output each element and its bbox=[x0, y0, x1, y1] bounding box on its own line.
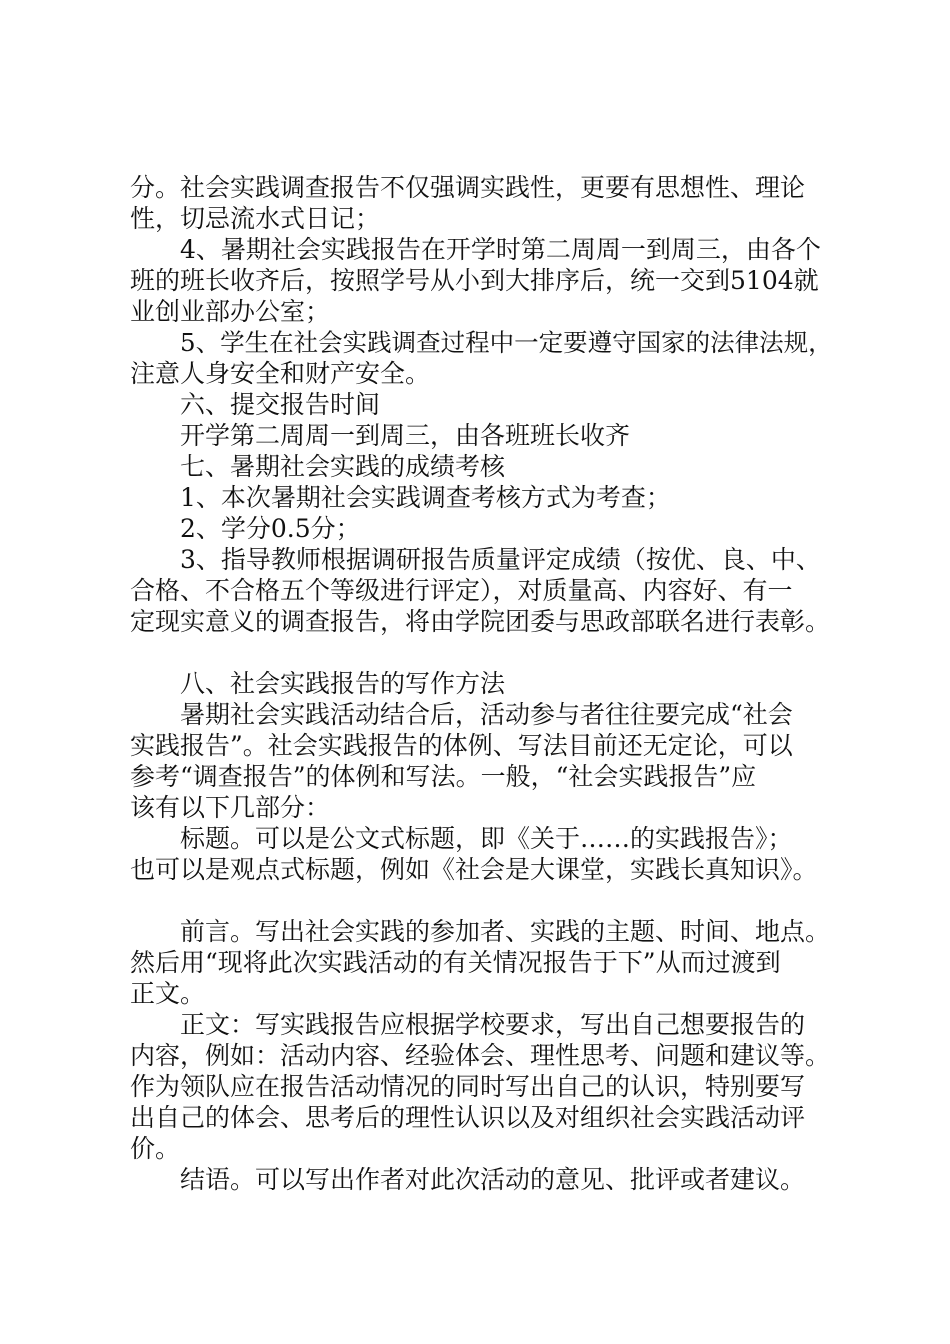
section-heading-8: 八、社会实践报告的写作方法 bbox=[180, 669, 506, 698]
list-item-4: 4、暑期社会实践报告在开学时第二周周一到周三，由各个 bbox=[180, 235, 821, 264]
paragraph-line: 内容，例如：活动内容、经验体会、理性思考、问题和建议等。 bbox=[130, 1041, 831, 1070]
paragraph-line: 业创业部办公室； bbox=[130, 297, 331, 326]
document-body bbox=[130, 172, 835, 1195]
paragraph-line: 前言。写出社会实践的参加者、实践的主题、时间、地点。 bbox=[180, 917, 831, 946]
paragraph-line: 也可以是观点式标题，例如《社会是大课堂，实践长真知识》。 bbox=[130, 855, 818, 884]
paragraph-line: 出自己的体会、思考后的理性认识以及对组织社会实践活动评 bbox=[130, 1103, 806, 1132]
list-item-2: 2、学分0.5分； bbox=[180, 514, 361, 543]
paragraph-line: 结语。可以写出作者对此次活动的意见、批评或者建议。 bbox=[180, 1165, 806, 1194]
paragraph-line: 合格、不合格五个等级进行评定），对质量高、内容好、有一 bbox=[130, 576, 793, 605]
paragraph-line: 标题。可以是公文式标题，即《关于……的实践报告》； bbox=[180, 824, 793, 853]
section-heading-6: 六、提交报告时间 bbox=[180, 390, 381, 419]
paragraph-line: 班的班长收齐后，按照学号从小到大排序后，统一交到5104就 bbox=[130, 266, 819, 295]
paragraph-line: 分。社会实践调查报告不仅强调实践性，更要有思想性、理论 bbox=[130, 173, 806, 202]
paragraph-line: 然后用“现将此次实践活动的有关情况报告于下”从而过渡到 bbox=[130, 948, 781, 977]
paragraph-line: 价。 bbox=[130, 1134, 181, 1163]
paragraph-line: 实践报告”。社会实践报告的体例、写法目前还无定论，可以 bbox=[130, 731, 793, 760]
blank-line bbox=[130, 885, 835, 916]
paragraph-line: 开学第二周周一到周三，由各班班长收齐 bbox=[180, 421, 631, 450]
section-heading-7: 七、暑期社会实践的成绩考核 bbox=[180, 452, 506, 481]
paragraph-line: 暑期社会实践活动结合后，活动参与者往往要完成“社会 bbox=[180, 700, 793, 729]
paragraph-line: 正文：写实践报告应根据学校要求，写出自己想要报告的 bbox=[180, 1010, 806, 1039]
paragraph-line: 作为领队应在报告活动情况的同时写出自己的认识，特别要写 bbox=[130, 1072, 806, 1101]
paragraph-line: 定现实意义的调查报告，将由学院团委与思政部联名进行表彰。 bbox=[130, 607, 831, 636]
paragraph-line: 该有以下几部分： bbox=[130, 793, 331, 822]
list-item-1: 1、本次暑期社会实践调查考核方式为考查； bbox=[180, 483, 671, 512]
paragraph-line: 注意人身安全和财产安全。 bbox=[130, 359, 431, 388]
paragraph-line: 性，切忌流水式日记； bbox=[130, 204, 381, 233]
paragraph-line: 正文。 bbox=[130, 979, 206, 1008]
paragraph-line: 参考“调查报告”的体例和写法。一般，“社会实践报告”应 bbox=[130, 762, 757, 791]
list-item-5: 5、学生在社会实践调查过程中一定要遵守国家的法律法规， bbox=[180, 328, 833, 357]
blank-line bbox=[130, 637, 835, 668]
list-item-3: 3、指导教师根据调研报告质量评定成绩（按优、良、中、 bbox=[180, 545, 821, 574]
